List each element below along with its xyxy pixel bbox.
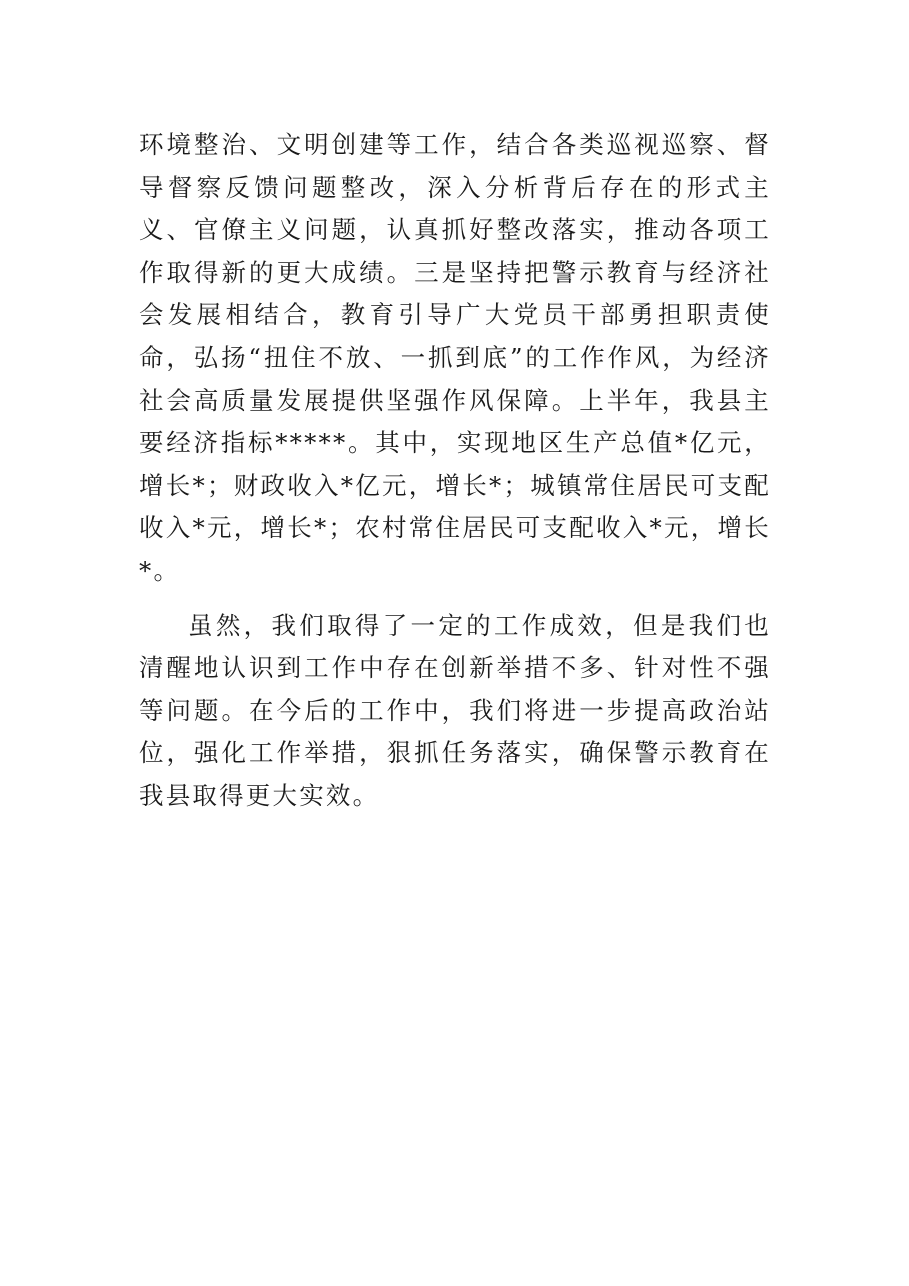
paragraph-conclusion: 虽然，我们取得了一定的工作成效，但是我们也清醒地认识到工作中存在创新举措不多、针对性不强等问题。在今后的工作中，我们将进一步提高政治站位，强化工作举措，狠抓任务落实，确保警示教育在我县取得更大实效。 xyxy=(139,610,771,810)
document-body xyxy=(139,124,771,818)
paragraph-continued: 环境整治、文明创建等工作，结合各类巡视巡察、督导督察反馈问题整改，深入分析背后存在的形式主义、官僚主义问题，认真抓好整改落实，推动各项工作取得新的更大成绩。三是坚持把警示教育与经济社会发展相结合，教育引导广大党员干部勇担职责使命，弘扬“扭住不放、一抓到底”的工作作风，为经济社会高质量发展提供坚强作风保障。上半年，我县主要经济指标*****。其中，实现地区生产总值*亿元，增长*；财政收入*亿元，增长*；城镇常住居民可支配收入*元，增长*；农村常住居民可支配收入*元，增长*。 xyxy=(139,130,771,585)
